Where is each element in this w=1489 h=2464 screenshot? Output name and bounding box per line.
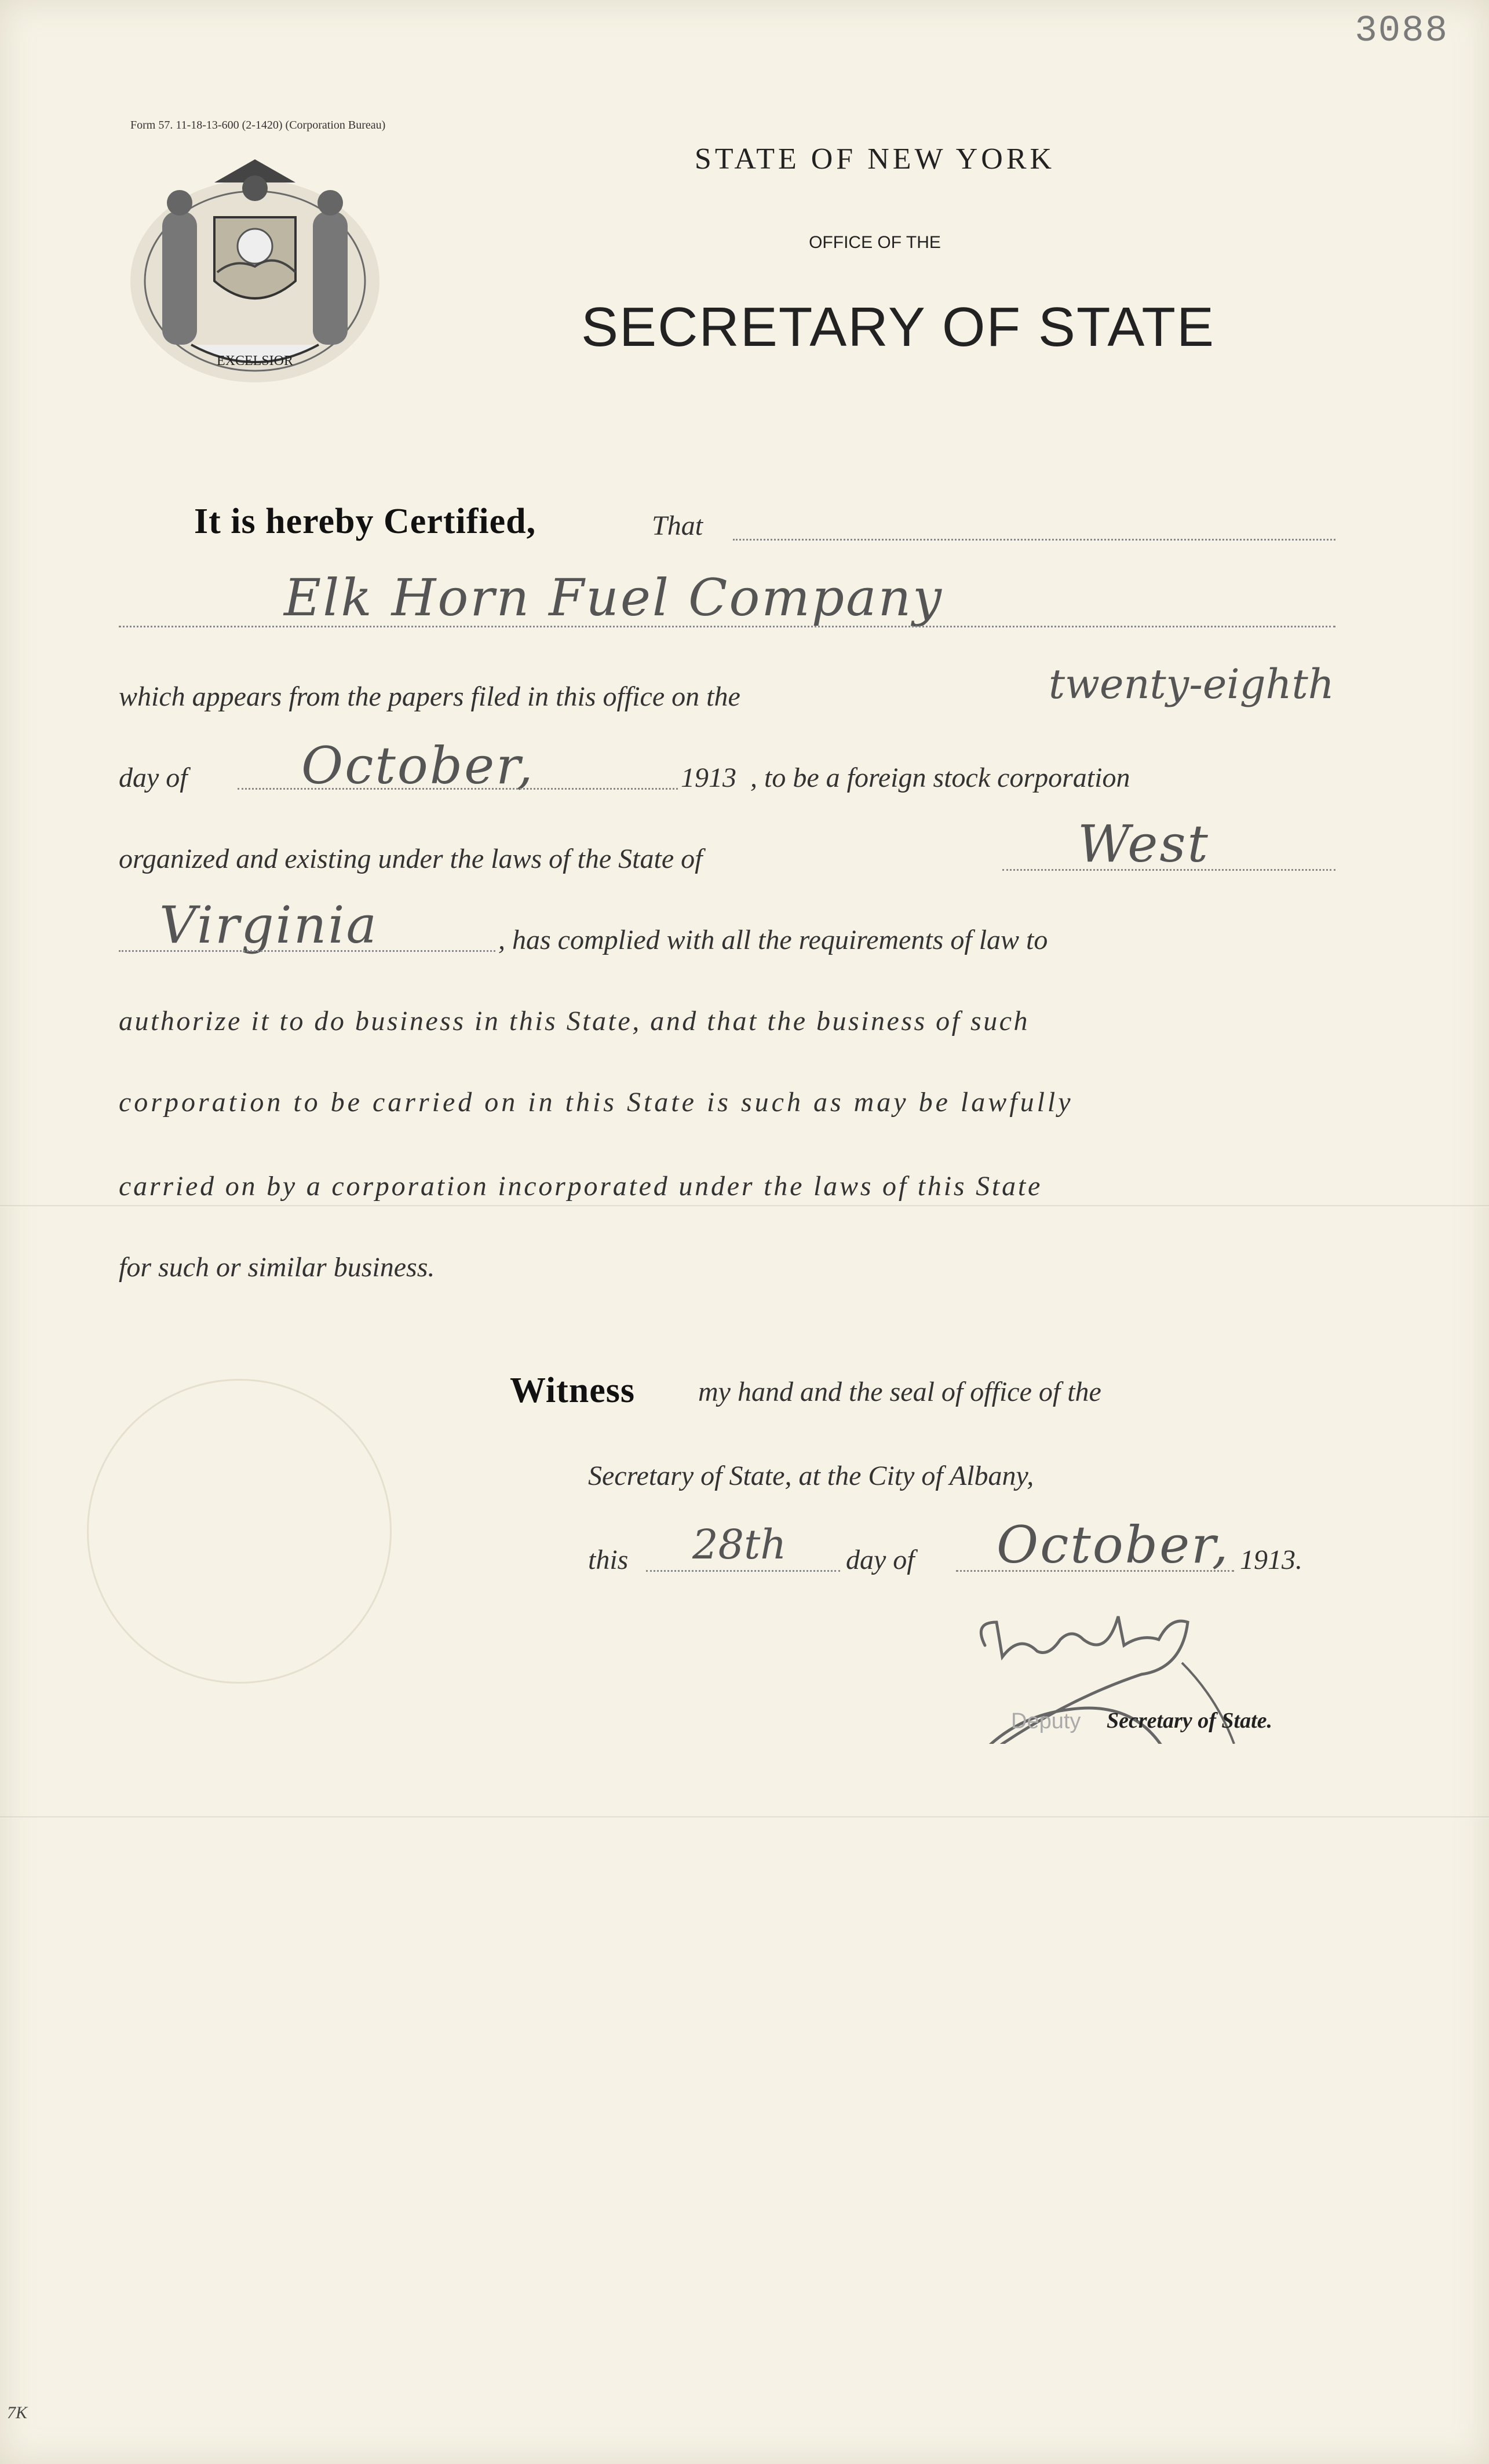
- new-york-state-seal-icon: [116, 148, 394, 391]
- blank-line: [238, 788, 678, 790]
- deputy-label: Deputy: [1011, 1709, 1081, 1733]
- form-number-line: Form 57. 11-18-13-600 (2-1420) (Corporation Bureau): [130, 119, 386, 132]
- certified-heading: It is hereby Certified,: [194, 502, 537, 541]
- page-title: SECRETARY OF STATE: [581, 296, 1215, 358]
- signatory-title: Secretary of State.: [1107, 1709, 1273, 1733]
- header-office: OFFICE OF THE: [809, 233, 941, 252]
- embossed-seal: [87, 1379, 392, 1684]
- day-of-label: day of: [119, 762, 188, 793]
- blank-line: [1002, 869, 1335, 871]
- filed-month: October,: [301, 736, 535, 795]
- state-name-2: Virginia: [159, 895, 378, 955]
- paper-fold: [0, 1816, 1489, 1819]
- body-line-8: corporation to be carried on in this State is such as may be lawfully: [119, 1087, 1074, 1118]
- state-name-1: West: [1078, 814, 1210, 874]
- company-name: Elk Horn Fuel Company: [284, 568, 943, 627]
- body-line-10: for such or similar business.: [119, 1252, 435, 1283]
- witness-line-1: my hand and the seal of office of the: [698, 1377, 1101, 1407]
- blank-line: [733, 539, 1335, 541]
- body-line-9: carried on by a corporation incorporated under the laws of this State: [119, 1171, 1043, 1202]
- body-line-7: authorize it to do business in this State, and that the business of such: [119, 1006, 1030, 1036]
- that-word: That: [652, 510, 703, 541]
- blank-line: [119, 950, 495, 952]
- body-line-6: , has complied with all the requirements of law to: [498, 925, 1048, 955]
- witness-this: this: [588, 1545, 629, 1575]
- witness-day-of: day of: [846, 1545, 915, 1575]
- witness-month: October,: [997, 1515, 1230, 1575]
- witness-line-2: Secretary of State, at the City of Albany,: [588, 1461, 1034, 1491]
- witness-day: 28th: [692, 1521, 787, 1568]
- blank-line: [956, 1570, 1234, 1572]
- header-state: STATE OF NEW YORK: [694, 143, 1056, 176]
- paper-fold: [0, 1205, 1489, 1207]
- body-line-4: , to be a foreign stock corporation: [750, 762, 1130, 793]
- seal-motto: EXCELSIOR: [217, 353, 293, 368]
- stamp-number: 3088: [1355, 10, 1448, 52]
- blank-line: [119, 626, 1335, 627]
- filed-day: twenty-eighth: [1049, 660, 1334, 708]
- witness-heading: Witness: [510, 1371, 636, 1410]
- filed-year: 1913: [681, 762, 736, 793]
- body-line-5: organized and existing under the laws of the State of: [119, 844, 703, 874]
- witness-year: 1913.: [1240, 1545, 1302, 1575]
- body-line-3: which appears from the papers filed in this office on the: [119, 681, 740, 712]
- margin-note: 7K: [7, 2403, 28, 2422]
- blank-line: [646, 1570, 840, 1572]
